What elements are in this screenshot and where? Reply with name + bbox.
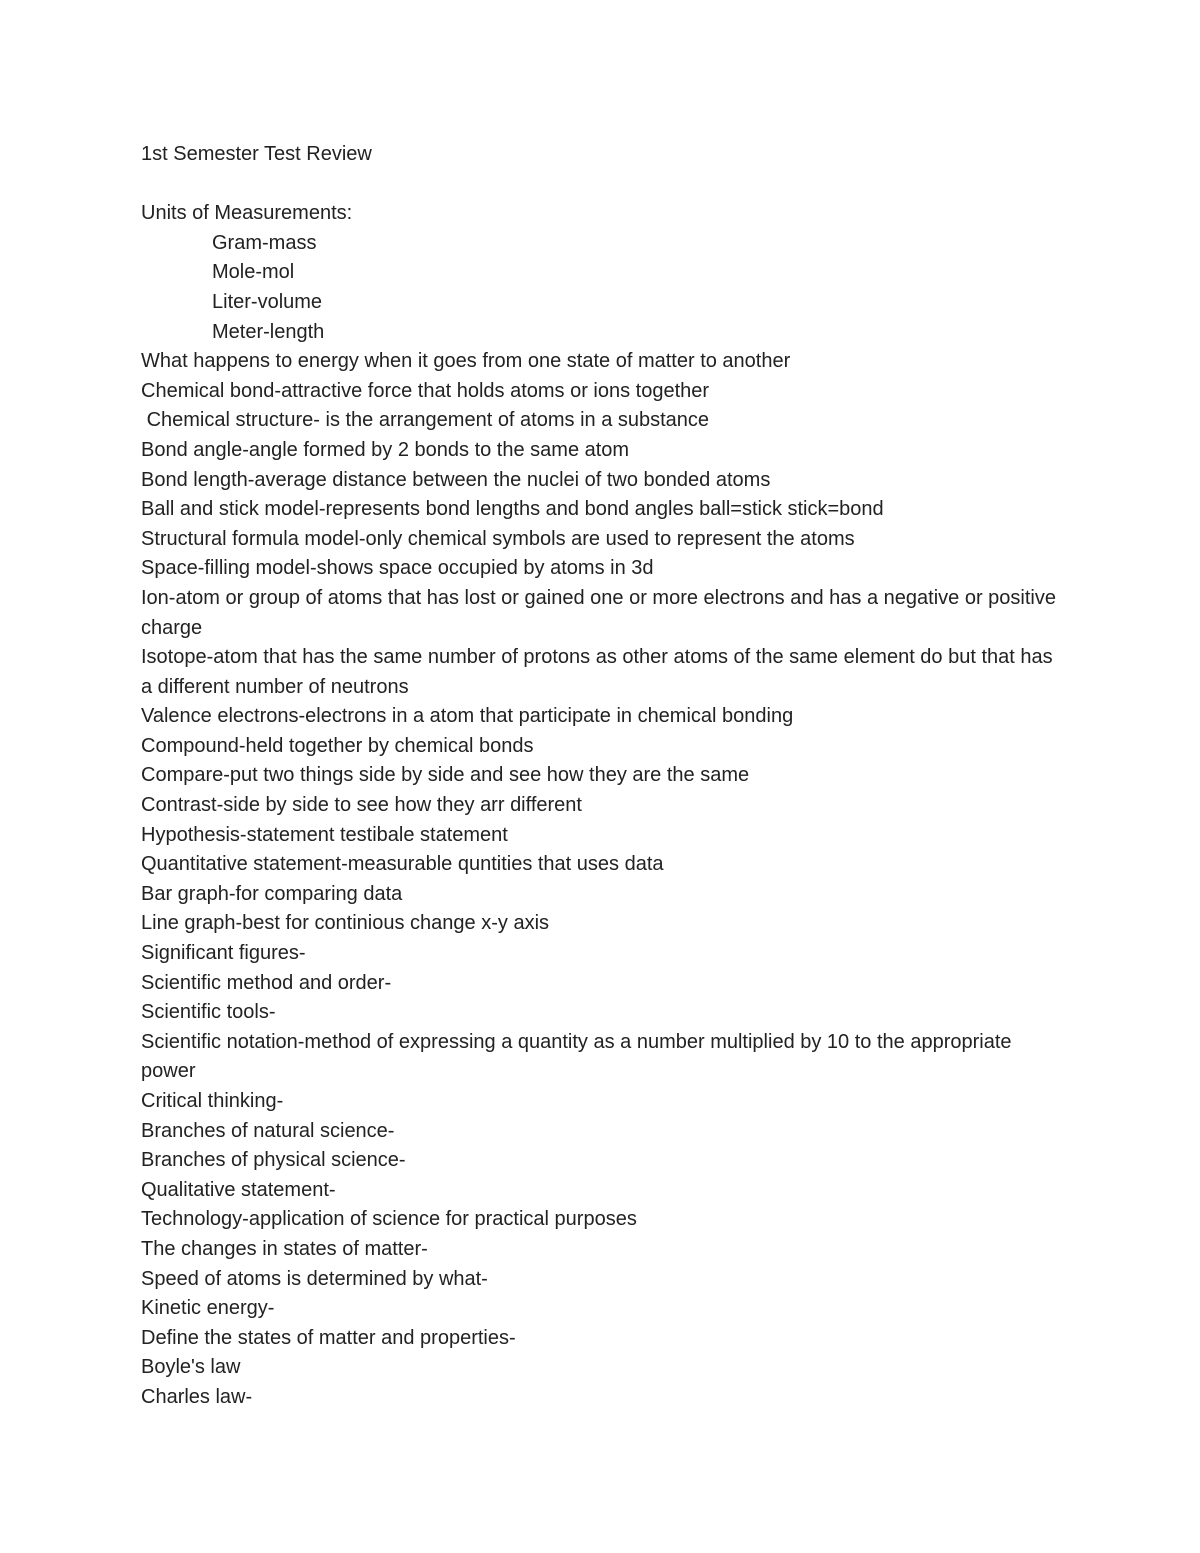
document-body <box>141 140 1061 1413</box>
review-item: Significant figures- <box>141 942 306 965</box>
review-item: Critical thinking- <box>141 1090 284 1112</box>
review-item: Branches of natural science- <box>141 1119 395 1142</box>
review-item: The changes in states of matter- <box>141 1237 428 1260</box>
review-item: Define the states of matter and properties- <box>141 1326 516 1349</box>
unit-item: Liter-volume <box>212 290 323 313</box>
review-item: Ball and stick model-represents bond lengths and bond angles ball=stick stick=bond <box>141 498 884 521</box>
review-item: Speed of atoms is determined by what- <box>141 1267 488 1290</box>
review-item: Chemical structure- is the arrangement of atoms in a substance <box>141 409 710 432</box>
review-item: What happens to energy when it goes from one state of matter to another <box>141 350 791 373</box>
review-item: Quantitative statement-measurable quntities that uses data <box>141 853 664 876</box>
review-item: Isotope-atom that has the same number of protons as other atoms of the same element do but that has a different number of neutrons <box>141 646 1059 698</box>
review-item: Scientific notation-method of expressing a quantity as a number multiplied by 10 to the appropriate power <box>141 1030 1018 1083</box>
review-item: Branches of physical science- <box>141 1149 406 1172</box>
review-item: Chemical bond-attractive force that holds atoms or ions together <box>141 379 710 402</box>
units-heading: Units of Measurements: <box>141 202 353 225</box>
review-item: Space-filling model-shows space occupied by atoms in 3d <box>141 557 654 580</box>
review-item: Qualitative statement- <box>141 1178 336 1201</box>
review-item: Compound-held together by chemical bonds <box>141 734 534 757</box>
unit-item: Gram-mass <box>212 231 317 254</box>
review-item: Valence electrons-electrons in a atom that participate in chemical bonding <box>141 705 794 728</box>
review-item: Bond length-average distance between the nuclei of two bonded atoms <box>141 468 771 491</box>
review-item: Ion-atom or group of atoms that has lost or gained one or more electrons and has a negative or positive charge <box>141 586 1062 639</box>
review-item: Scientific method and order- <box>141 971 392 994</box>
review-item: Hypothesis-statement testibale statement <box>141 823 508 846</box>
unit-item: Meter-length <box>212 320 325 343</box>
review-item: Structural formula model-only chemical symbols are used to represent the atoms <box>141 527 855 550</box>
review-item: Bond angle-angle formed by 2 bonds to the same atom <box>141 438 630 461</box>
review-item: Line graph-best for continious change x-y axis <box>141 912 550 935</box>
review-item: Bar graph-for comparing data <box>141 882 403 905</box>
review-item: Contrast-side by side to see how they arr different <box>141 794 582 817</box>
review-item: Charles law- <box>141 1385 253 1408</box>
review-item: Scientific tools- <box>141 1001 276 1024</box>
review-item: Technology-application of science for practical purposes <box>141 1208 637 1231</box>
document-title: 1st Semester Test Review <box>141 143 372 165</box>
unit-item: Mole-mol <box>212 261 295 284</box>
review-item: Compare-put two things side by side and see how they are the same <box>141 764 750 787</box>
review-item: Kinetic energy- <box>141 1297 275 1320</box>
blank-line <box>141 170 1061 200</box>
review-item: Boyle's law <box>141 1356 241 1379</box>
